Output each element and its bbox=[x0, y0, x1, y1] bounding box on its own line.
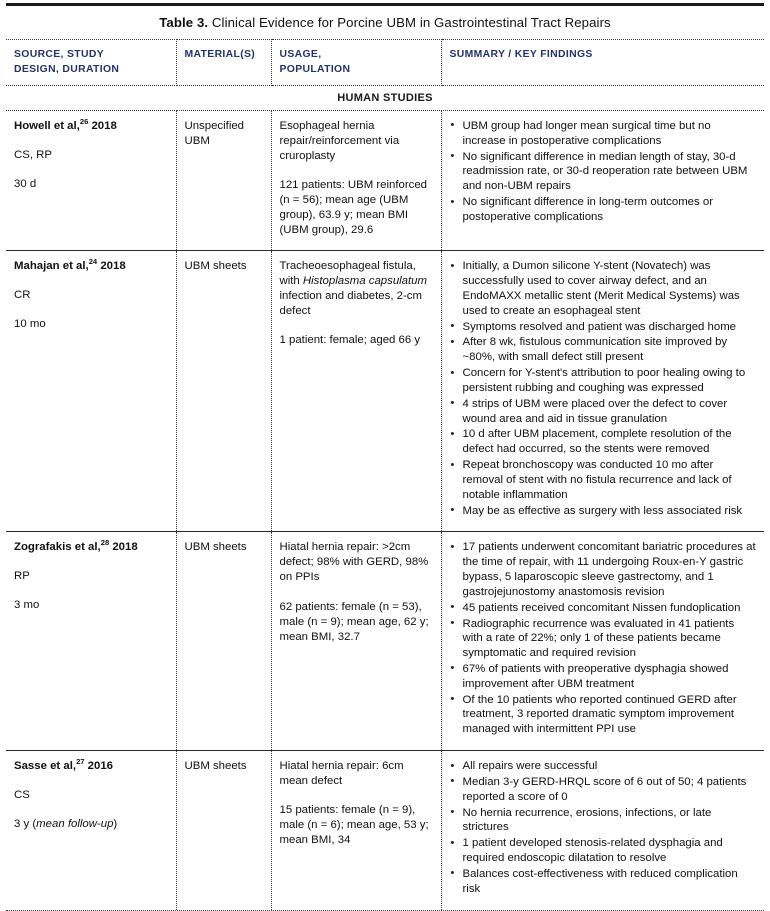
population-description: 15 patients: female (n = 9), male (n = 6); mean age, 53 y; mean BMI, 34 bbox=[279, 804, 429, 847]
source-citation bbox=[14, 119, 168, 134]
source-citation bbox=[14, 540, 168, 555]
source-citation bbox=[14, 759, 168, 774]
column-header-usage bbox=[271, 39, 441, 85]
usage-organism-name: Histoplasma capsulatum bbox=[302, 275, 428, 288]
column-header-source-line1: SOURCE, STUDY bbox=[14, 48, 104, 60]
table-title-text: Clinical Evidence for Porcine UBM in Gastrointestinal Tract Repairs bbox=[208, 15, 611, 30]
cell-usage bbox=[271, 532, 441, 751]
population-description: 62 patients: female (n = 53), male (n = 9); mean age, 62 y; mean BMI, 32.7 bbox=[279, 600, 429, 643]
finding-item: • 45 patients received concomitant Nissen fundoplication bbox=[450, 601, 757, 616]
finding-item: • Repeat bronchoscopy was conducted 10 mo after removal of stent with no fistula recurrence and lack of notable inflammation bbox=[450, 458, 757, 502]
cell-source bbox=[6, 751, 176, 910]
section-row-human-studies bbox=[6, 85, 764, 110]
population-description: 1 patient: female; aged 66 y bbox=[279, 334, 421, 347]
table-body bbox=[6, 110, 764, 909]
finding-item: • No significant difference in median length of stay, 30-d readmission rate, or 30-d reoperation rate between UBM and non-UBM repairs bbox=[450, 150, 757, 194]
finding-item: • UBM group had longer mean surgical time but no increase in postoperative complications bbox=[450, 119, 757, 149]
duration-text-pre: 3 y ( bbox=[14, 818, 37, 831]
column-header-source-line2: DESIGN, DURATION bbox=[14, 63, 120, 75]
source-reference-number: 26 bbox=[79, 117, 89, 127]
table-row bbox=[6, 251, 764, 532]
cell-summary bbox=[441, 532, 764, 751]
source-reference-number: 24 bbox=[88, 257, 98, 267]
section-label: HUMAN STUDIES bbox=[6, 85, 764, 110]
source-year: 2018 bbox=[88, 119, 117, 132]
finding-item: • May be as effective as surgery with less associated risk bbox=[450, 504, 757, 519]
finding-item: • After 8 wk, fistulous communication site improved by ~80%, with small defect still present bbox=[450, 335, 757, 365]
study-design: CS, RP bbox=[14, 149, 52, 161]
finding-item: • 4 strips of UBM were placed over the defect to cover wound area and aid in tissue granulation bbox=[450, 397, 757, 427]
cell-source bbox=[6, 110, 176, 250]
column-header-material bbox=[176, 39, 271, 85]
study-design: RP bbox=[14, 570, 30, 583]
usage-description: Esophageal hernia repair/reinforcement via cruroplasty bbox=[279, 119, 400, 163]
column-header-usage-line1: USAGE, bbox=[279, 48, 322, 60]
source-name: Howell et al, bbox=[14, 119, 80, 132]
study-duration: 3 mo bbox=[14, 599, 40, 612]
table-row bbox=[6, 532, 764, 751]
evidence-table bbox=[6, 39, 764, 910]
cell-summary bbox=[441, 251, 764, 532]
cell-material: UBM sheets bbox=[176, 532, 271, 751]
cell-summary bbox=[441, 110, 764, 250]
source-reference-number: 27 bbox=[76, 757, 85, 767]
study-duration bbox=[14, 817, 168, 832]
study-design: CS bbox=[14, 789, 30, 802]
finding-item: • No significant difference in long-term outcomes or postoperative complications bbox=[450, 195, 757, 225]
study-duration: 30 d bbox=[14, 178, 37, 191]
column-header-material-line1: MATERIAL(S) bbox=[184, 48, 256, 60]
cell-source bbox=[6, 532, 176, 751]
finding-item: • 10 d after UBM placement, complete resolution of the defect had occurred, so the stents were removed bbox=[450, 427, 757, 457]
table-number: Table 3. bbox=[159, 15, 209, 30]
findings-list bbox=[450, 119, 757, 225]
usage-text-post: infection and diabetes, 2-cm defect bbox=[279, 290, 422, 318]
usage-description: Hiatal hernia repair: >2cm defect; 98% with GERD, 98% on PPIs bbox=[279, 541, 429, 584]
finding-item: • 17 patients underwent concomitant bariatric procedures at the time of repair, with 11 undergoing Roux-en-Y gastric bypass, 5 laparoscopic sleeve gastrectomy, and 1 gastrojejunostomy anastomosis revision bbox=[450, 540, 757, 599]
cell-usage bbox=[271, 110, 441, 250]
source-year: 2016 bbox=[84, 760, 114, 773]
column-header-usage-line2: POPULATION bbox=[279, 63, 351, 75]
source-reference-number: 28 bbox=[100, 538, 110, 548]
column-header-source bbox=[6, 39, 176, 85]
finding-item: • Initially, a Dumon silicone Y-stent (Novatech) was successfully used to cover airway defect, and an EndoMAXX metallic stent (Merit Medical Systems) was used to create an esophageal stent bbox=[450, 259, 757, 318]
table-header bbox=[6, 39, 764, 85]
usage-description: Hiatal hernia repair: 6cm mean defect bbox=[279, 760, 404, 788]
cell-material: UBM sheets bbox=[176, 251, 271, 532]
source-name: Sasse et al, bbox=[14, 760, 77, 773]
findings-list bbox=[450, 259, 757, 518]
findings-list bbox=[450, 540, 757, 737]
table-title bbox=[6, 6, 764, 39]
finding-item: • Concern for Y-stent's attribution to poor healing owing to persistent rubbing and coughing was expressed bbox=[450, 366, 757, 396]
table-bottom-rule bbox=[6, 910, 764, 911]
findings-list bbox=[450, 759, 757, 896]
usage-description bbox=[280, 259, 433, 319]
finding-item: • 67% of patients with preoperative dysphagia showed improvement after UBM treatment bbox=[450, 662, 757, 692]
finding-item: • Balances cost-effectiveness with reduced complication risk bbox=[450, 867, 757, 897]
finding-item: • Radiographic recurrence was evaluated in 41 patients with a rate of 22%; only 1 of these patients became symptomatic and required revision bbox=[450, 617, 757, 661]
duration-text-post: ) bbox=[113, 818, 118, 831]
cell-usage bbox=[271, 751, 441, 910]
source-year: 2018 bbox=[109, 541, 138, 554]
cell-usage bbox=[271, 251, 441, 532]
finding-item: • Median 3-y GERD-HRQL score of 6 out of 50; 4 patients reported a score of 0 bbox=[450, 775, 757, 805]
table-container bbox=[0, 3, 770, 911]
usage-text-pre: Tracheoesophageal fistula, with bbox=[279, 260, 416, 288]
column-header-summary-line1: SUMMARY / KEY FINDINGS bbox=[449, 48, 593, 60]
table-row bbox=[6, 110, 764, 250]
duration-qualifier: mean follow-up bbox=[36, 818, 114, 831]
finding-item: • Of the 10 patients who reported continued GERD after treatment, 3 reported dramatic symptom improvement managed with intermittent PPI use bbox=[450, 693, 757, 737]
population-description: 121 patients: UBM reinforced (n = 56); mean age (UBM group), 63.9 y; mean BMI (UBM group), 29.6 bbox=[279, 179, 428, 237]
cell-material: Unspecified UBM bbox=[176, 110, 271, 250]
finding-item: • All repairs were successful bbox=[450, 759, 757, 774]
cell-source bbox=[6, 251, 176, 532]
column-header-summary bbox=[441, 39, 764, 85]
cell-summary bbox=[441, 751, 764, 910]
header-row bbox=[6, 39, 764, 85]
finding-item: • No hernia recurrence, erosions, infections, or late strictures bbox=[450, 806, 757, 836]
source-name: Mahajan et al, bbox=[14, 260, 89, 273]
cell-material: UBM sheets bbox=[176, 751, 271, 910]
finding-item: • 1 patient developed stenosis-related dysphagia and required endoscopic dilatation to resolve bbox=[450, 836, 757, 866]
study-duration: 10 mo bbox=[14, 318, 46, 331]
table-row bbox=[6, 751, 764, 910]
source-year: 2018 bbox=[97, 260, 126, 273]
section-header-body bbox=[6, 85, 764, 110]
study-design: CR bbox=[14, 289, 31, 302]
source-name: Zografakis et al, bbox=[14, 541, 101, 554]
finding-item: • Symptoms resolved and patient was discharged home bbox=[450, 320, 757, 335]
source-citation bbox=[14, 259, 168, 274]
